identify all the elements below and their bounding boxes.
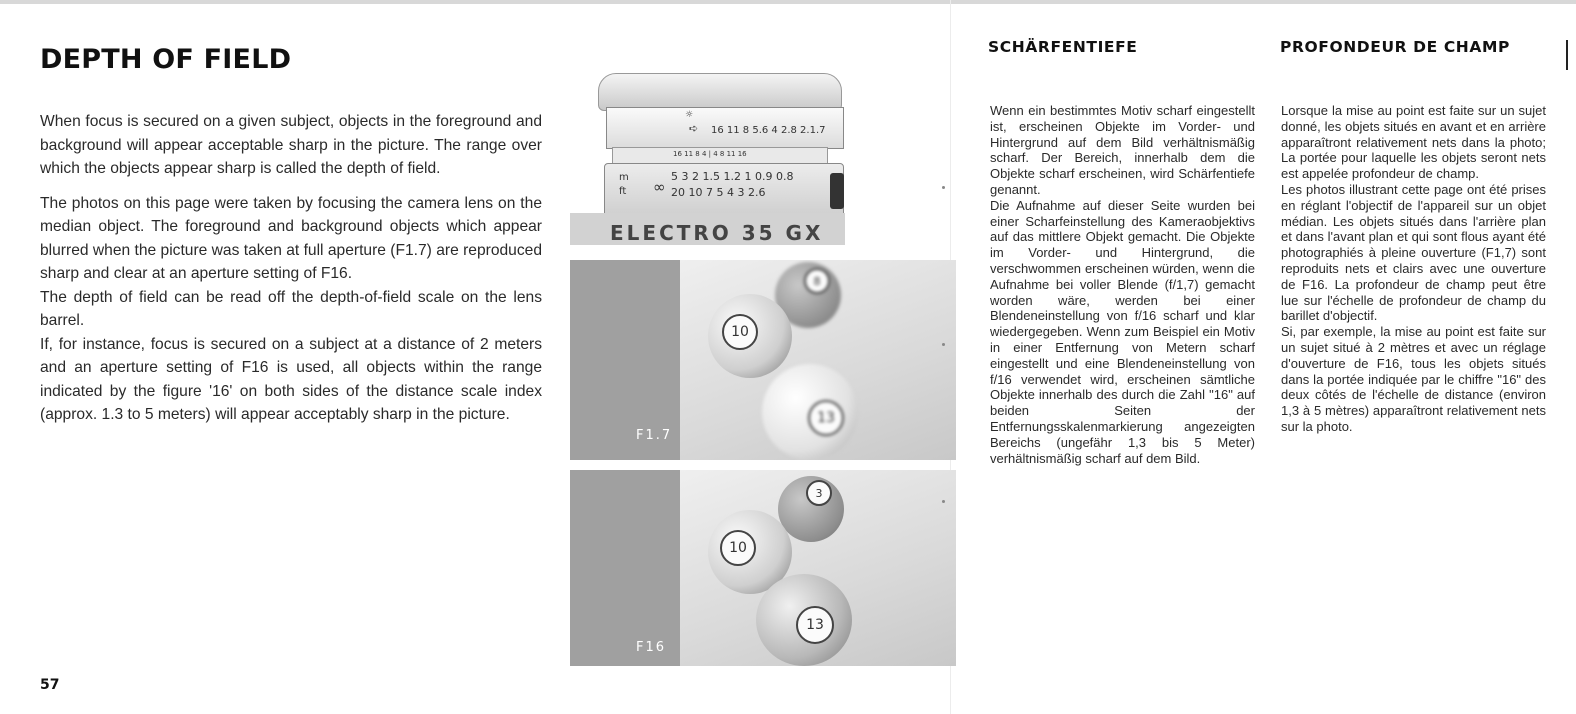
distance-ring [604,163,844,217]
camera-name: ELECTRO 35 GX [610,221,824,245]
french-title: PROFONDEUR DE CHAMP [1280,38,1510,56]
english-paragraph: If, for instance, focus is secured on a subject at a distance of 2 meters and an aperture setting of F16 is used, all objects within the range indicated by the figure '16' on both sides of the distance scale index (approx. 1.3 to 5 meters) will appear acceptably sharp in the picture. [40,335,542,423]
aperture-ring [606,107,844,149]
lens-front-ring [598,73,842,111]
aperture-scale: 16 11 8 5.6 4 2.8 2.1.7 [711,125,826,136]
french-body [1281,103,1546,435]
ball-number: 13 [796,606,834,644]
lens-barrel-photo [570,55,845,245]
english-paragraph: When focus is secured on a given subject, objects in the foreground and background will appear acceptable sharp in the picture. The range over which the objects appear sharp is called the depth of field. [40,113,542,177]
aperture-label: F1.7 [636,428,673,443]
meter-scale: 5 3 2 1.5 1.2 1 0.9 0.8 [671,170,794,183]
english-paragraph: The photos on this page were taken by focusing the camera lens on the median object. The foreground and background objects which appear blurred when the picture was taken at full aperture (F1.7) are reproduced sharp and clear at an aperture setting of F16. [40,194,542,282]
german-paragraph: Wenn ein bestimmtes Motiv scharf eingestellt ist, erscheinen Objekte im Vorder- und Hintergrund auf dem Bild verhältnismäßig scharf. Der Bereich, innerhalb dem die Objekte scharf erscheinen, wird Schärfentiefe genannt. [990,103,1255,197]
ball-number: 13 [808,400,844,436]
page-title: DEPTH OF FIELD [40,44,292,75]
photo-f16 [570,470,956,666]
french-paragraph: Les photos illustrant cette page ont été prises en réglant l'objectif de l'appareil sur un objet médian. Les objets situés dans l'arrière plan et dans l'avant plan et qui sont flous ayant été photographiés à pleine ouverture (F1,7) sont reproduits nets et clairs avec une ouverture de F16. La profondeur de champ peut être lue sur l'échelle de profondeur de champ du barillet d'objectif. [1281,181,1546,324]
top-border [0,0,1576,4]
meter-unit: m [619,172,629,183]
feet-unit: ft [619,186,627,197]
french-paragraph: Si, par exemple, la mise au point est faite sur un sujet situé à 2 mètres et avec un réglage d'ouverture de F16, tous les objets situés dans la portée indiquée par le chiffre "16" des deux côtés de l'échelle de distance (environ 1,3 à 5 mètres) apparaîtront relativement nets sur la photo. [1281,324,1546,434]
german-body [990,103,1255,466]
ball-number: 3 [806,480,832,506]
margin-dot [942,343,945,346]
ball-number: 8 [804,268,830,294]
photo-f17 [570,260,956,460]
english-paragraph: The depth of field can be read off the depth-of-field scale on the lens barrel. [40,288,542,329]
french-paragraph: Lorsque la mise au point est faite sur un sujet donné, les objets situés en avant et en arrière apparaîtront relativement nets dans la photo; La portée pour laquelle les objets seront nets est appelée profondeur de champ. [1281,103,1546,182]
german-paragraph: Die Aufnahme auf dieser Seite wurden bei einer Scharfeinstellung des Kameraobjektivs auf das mittlere Objekt gemacht. Die Objekte im Vorder- und Hintergrund, die verschwommen erscheinen würden, wenn die Aufnahme bei voller Blende (f/1,7) gemacht worden wäre, werden bei einer Blendeneinstellung von f/16 scharf und klar wiedergegeben. Wenn zum Beispiel ein Motiv in einer Entfernung von Metern scharf eingestellt und eine Blendeneinstellung von f/16 verwendet wird, erscheinen sämtliche Objekte innerhalb des durch die Zahl "16" auf beiden Seiten der Entfernungsskalenmarkierung angezeigten Bereichs (ungefähr 1,3 bis 5 Meter) verhältnismäßig scharf auf dem Bild. [990,197,1255,466]
margin-dot [942,500,945,503]
aperture-label: F16 [636,640,667,655]
dof-scale: 16 11 8 4 | 4 8 11 16 [673,150,747,158]
german-title: SCHÄRFENTIEFE [988,38,1138,56]
feet-scale: 20 10 7 5 4 3 2.6 [671,186,766,199]
page-edge-mark [1566,40,1568,70]
sun-icon: ☼ [685,110,694,120]
ball-number: 10 [720,530,756,566]
page-number: 57 [40,677,60,693]
margin-dot [942,186,945,189]
ball-number: 10 [722,314,758,350]
infinity-mark: ∞ [653,178,666,196]
english-body [40,110,542,427]
arrow-icon: ➪ [689,122,699,135]
photo-gray-strip [570,470,680,666]
focus-lever [830,173,844,209]
